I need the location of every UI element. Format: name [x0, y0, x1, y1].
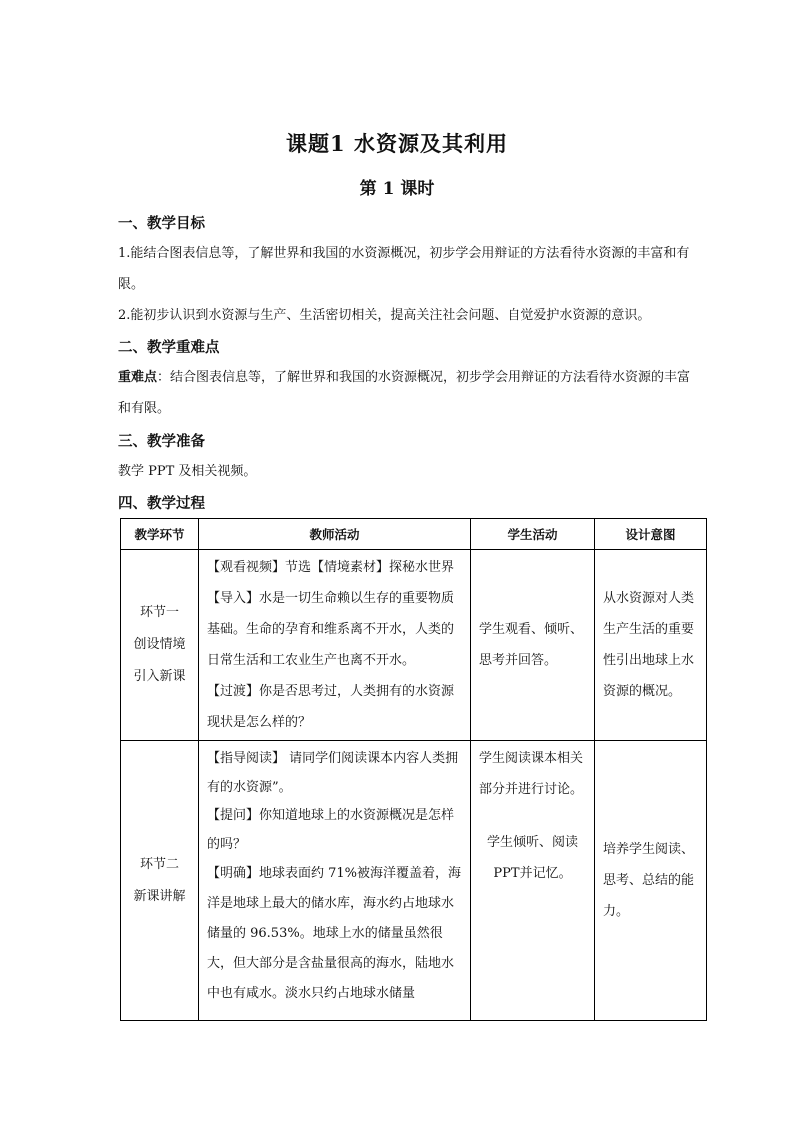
teaching-process-table	[120, 518, 707, 1021]
stage-line: 创设情境	[133, 637, 186, 652]
stage-line: 环节二	[139, 856, 179, 872]
stage-line: 环节一	[139, 605, 179, 620]
student-activity-cell	[471, 741, 595, 1021]
stage-line: 新课讲解	[133, 888, 186, 904]
page-subtitle: 第 1 课时	[359, 179, 435, 199]
stage-line: 引入新课	[133, 669, 186, 684]
header-stage: 教学环节	[121, 519, 199, 550]
section-heading-process: 四、教学过程	[118, 495, 205, 512]
student-activity-cell: 学生观看、倾听、思考并回答。	[471, 550, 595, 741]
teacher-paragraph: 【观看视频】节选【情境素材】探秘水世界	[207, 560, 455, 575]
teacher-activity-cell	[199, 550, 471, 741]
table-header-row	[121, 519, 707, 550]
teacher-activity-cell	[199, 741, 471, 1021]
teacher-paragraph: 【指导阅读】 请同学们阅读课本内容人类拥有的水资源”。	[207, 751, 459, 795]
teacher-paragraph: 【提问】你知道地球上的水资源概况是怎样的吗？	[207, 808, 455, 852]
teacher-paragraph: 【过渡】你是否思考过，人类拥有的水资源现状是怎么样的？	[207, 684, 455, 730]
goal-item-2: 2.能初步认识到水资源与生产、生活密切相关，提高关注社会问题、自觉爱护水资源的意识。	[118, 308, 651, 323]
section-heading-goals: 一、教学目标	[118, 215, 205, 232]
student-paragraph: 学生倾听、阅读	[486, 835, 578, 850]
table-row	[121, 741, 707, 1021]
student-paragraph: PPT并记忆。	[493, 866, 572, 881]
key-points-paragraph	[118, 362, 693, 424]
student-paragraph: 学生阅读课本相关部分并进行讨论。	[479, 751, 584, 797]
design-intent-cell: 培养学生阅读、思考、总结的能力。	[595, 741, 707, 1021]
key-points-label: 重难点	[118, 370, 158, 385]
stage-cell	[121, 741, 199, 1021]
page-title: 课题1 水资源及其利用	[286, 131, 508, 156]
teacher-paragraph: 【明确】地球表面约 71%被海洋覆盖着，海洋是地球上最大的储水库，海水约占地球水储量的 96.53%。地球上水的储量虽然很大，但大部分是含盐量很高的海水，陆地水中也有咸水。淡水只约占地球水储量	[207, 866, 462, 1001]
goal-item-1: 1.能结合图表信息等，了解世界和我国的水资源概况，初步学会用辩证的方法看待水资源的丰富和有限。	[118, 246, 690, 292]
design-intent-cell: 从水资源对人类生产生活的重要性引出地球上水资源的概况。	[595, 550, 707, 741]
prep-text: 教学 PPT 及相关视频。	[118, 464, 257, 479]
stage-cell	[121, 550, 199, 741]
key-points-text: ：结合图表信息等，了解世界和我国的水资源概况，初步学会用辩证的方法看待水资源的丰富和有限。	[118, 370, 691, 416]
header-intent: 设计意图	[595, 519, 707, 550]
header-student: 学生活动	[471, 519, 595, 550]
teacher-paragraph: 【导入】水是一切生命赖以生存的重要物质基础。生命的孕育和维系离不开水，人类的日常生活和工农业生产也离不开水。	[207, 591, 455, 668]
section-heading-prep: 三、教学准备	[118, 433, 205, 450]
section-heading-key-points: 二、教学重难点	[118, 339, 220, 356]
header-teacher: 教师活动	[199, 519, 471, 550]
spacer	[479, 805, 586, 827]
table-row	[121, 550, 707, 741]
